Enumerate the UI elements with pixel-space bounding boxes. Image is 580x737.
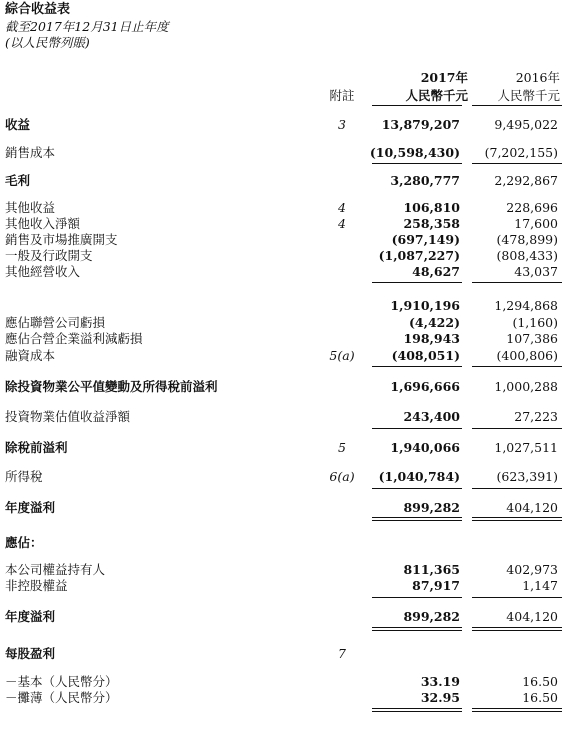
row-operating-subtotal — [0, 297, 580, 314]
row-eps-basic — [0, 673, 580, 690]
row-label: 銷售成本 — [5, 145, 56, 160]
subtotal-rule-2016 — [472, 282, 562, 283]
row-label: 毛利 — [5, 173, 31, 188]
double-rule-2017 — [372, 630, 462, 631]
statement-period: 截至2017年12月31日止年度 — [5, 19, 169, 34]
double-rule-2017 — [372, 517, 462, 518]
row-label: 年度溢利 — [5, 500, 56, 515]
row-value-2017: 1,910,196 — [390, 298, 460, 313]
row-value-2017: (4,422) — [409, 315, 460, 330]
row-value-2017: 198,943 — [403, 331, 460, 346]
row-value-2016: 404,120 — [506, 609, 558, 624]
row-label: 其他經營收入 — [5, 264, 81, 279]
row-profit-for-year-total — [0, 608, 580, 625]
column-header-2017-unit: 人民幣千元 — [405, 88, 468, 103]
subtotal-rule-2017 — [372, 282, 462, 283]
row-value-2017: 899,282 — [403, 609, 460, 624]
column-header-2016-unit: 人民幣千元 — [497, 88, 560, 103]
subtotal-rule-2017 — [372, 597, 462, 598]
row-value-2017: 87,917 — [412, 578, 460, 593]
statement-title: 綜合收益表 — [5, 2, 71, 17]
row-income-tax — [0, 468, 580, 485]
row-note: 3 — [338, 117, 346, 132]
row-value-2017: 33.19 — [420, 674, 460, 689]
row-value-2017: (1,087,227) — [378, 248, 460, 263]
subtotal-rule-2017 — [372, 428, 462, 429]
row-value-2016: 107,386 — [506, 331, 558, 346]
row-value-2017: 106,810 — [403, 200, 460, 215]
row-non-controlling-interests — [0, 577, 580, 594]
row-note: 5(a) — [329, 348, 355, 363]
row-label: －基本（人民幣分） — [5, 674, 118, 689]
row-label: 收益 — [5, 117, 31, 132]
header-rule-2016 — [472, 105, 562, 106]
row-label: 一般及行政開支 — [5, 248, 93, 263]
header-rule-2017 — [372, 105, 462, 106]
subtotal-rule-2016 — [472, 597, 562, 598]
row-attributable-to — [0, 534, 580, 551]
double-rule-2017 — [372, 711, 462, 712]
row-profit-before-tax — [0, 439, 580, 456]
row-value-2016: 16.50 — [522, 690, 558, 705]
row-profit-before-fv-and-tax — [0, 378, 580, 395]
subtotal-rule-2016 — [472, 366, 562, 367]
row-share-of-joint-ventures — [0, 330, 580, 347]
row-value-2016: 228,696 — [506, 200, 558, 215]
row-other-net-income — [0, 215, 580, 232]
row-label: 應佔合營企業溢利減虧損 — [5, 331, 143, 346]
row-label: 除投資物業公平值變動及所得稅前溢利 — [5, 379, 218, 394]
double-rule-2017 — [372, 627, 462, 628]
row-note: 6(a) — [329, 469, 355, 484]
row-note: 5 — [338, 440, 346, 455]
subtotal-rule-2017 — [372, 488, 462, 489]
double-rule-2016 — [472, 517, 562, 518]
row-label: 應佔： — [5, 535, 43, 550]
double-rule-2016 — [472, 630, 562, 631]
row-other-revenue — [0, 199, 580, 216]
row-label: 每股盈利 — [5, 646, 56, 661]
row-value-2017: 258,358 — [403, 216, 460, 231]
row-value-2016: 27,223 — [514, 409, 558, 424]
row-label: 融資成本 — [5, 348, 56, 363]
row-label: 投資物業估值收益淨額 — [5, 409, 131, 424]
row-label: －攤薄（人民幣分） — [5, 690, 118, 705]
row-value-2017: 13,879,207 — [381, 117, 460, 132]
row-admin-expenses — [0, 247, 580, 264]
row-label: 其他收入淨額 — [5, 216, 81, 231]
row-cost-of-sales — [0, 144, 580, 161]
row-profit-for-year — [0, 499, 580, 516]
column-header-2017-year: 2017年 — [420, 70, 468, 85]
row-label: 非控股權益 — [5, 578, 68, 593]
row-value-2016: 16.50 — [522, 674, 558, 689]
double-rule-2017 — [372, 708, 462, 709]
double-rule-2016 — [472, 708, 562, 709]
row-other-operating-income — [0, 263, 580, 280]
row-value-2016: 9,495,022 — [494, 117, 558, 132]
row-value-2017: (10,598,430) — [369, 145, 460, 160]
row-value-2017: 32.95 — [420, 690, 460, 705]
row-value-2016: 1,000,288 — [494, 379, 558, 394]
row-value-2016: 1,294,868 — [494, 298, 558, 313]
row-value-2017: (1,040,784) — [378, 469, 460, 484]
column-header-2016-year: 2016年 — [515, 70, 560, 85]
row-value-2016: 1,147 — [522, 578, 558, 593]
row-value-2017: (408,051) — [391, 348, 460, 363]
row-value-2017: 243,400 — [403, 409, 460, 424]
row-value-2016: 2,292,867 — [494, 173, 558, 188]
row-label: 銷售及市場推廣開支 — [5, 232, 118, 247]
row-gross-profit — [0, 172, 580, 189]
subtotal-rule-2016 — [472, 428, 562, 429]
row-label: 應佔聯營公司虧損 — [5, 315, 106, 330]
double-rule-2016 — [472, 520, 562, 521]
double-rule-2016 — [472, 627, 562, 628]
row-label: 其他收益 — [5, 200, 56, 215]
row-value-2017: 1,940,066 — [390, 440, 460, 455]
row-label: 年度溢利 — [5, 609, 56, 624]
row-value-2017: (697,149) — [391, 232, 460, 247]
row-label: 所得稅 — [5, 469, 43, 484]
row-label: 本公司權益持有人 — [5, 562, 106, 577]
subtotal-rule-2016 — [472, 163, 562, 164]
row-share-of-associates-loss — [0, 314, 580, 331]
row-value-2016: (7,202,155) — [484, 145, 558, 160]
row-value-2016: 402,973 — [506, 562, 558, 577]
subtotal-rule-2017 — [372, 366, 462, 367]
row-earnings-per-share — [0, 645, 580, 662]
row-value-2017: 48,627 — [412, 264, 460, 279]
row-value-2017: 899,282 — [403, 500, 460, 515]
row-value-2016: (623,391) — [496, 469, 558, 484]
row-note: 7 — [338, 646, 346, 661]
row-label: 除稅前溢利 — [5, 440, 68, 455]
row-value-2016: 17,600 — [514, 216, 558, 231]
row-value-2017: 811,365 — [403, 562, 460, 577]
row-value-2017: 3,280,777 — [390, 173, 460, 188]
double-rule-2017 — [372, 520, 462, 521]
row-note: 4 — [338, 200, 346, 215]
subtotal-rule-2016 — [472, 488, 562, 489]
double-rule-2016 — [472, 711, 562, 712]
row-equity-shareholders — [0, 561, 580, 578]
row-revenue — [0, 116, 580, 133]
row-valuation-gains — [0, 408, 580, 425]
row-value-2016: (1,160) — [512, 315, 558, 330]
row-note: 4 — [338, 216, 346, 231]
column-header-note: 附註 — [329, 88, 355, 103]
row-value-2016: (808,433) — [496, 248, 558, 263]
row-selling-expenses — [0, 231, 580, 248]
row-value-2016: (400,806) — [496, 348, 558, 363]
row-eps-diluted — [0, 689, 580, 706]
row-value-2016: 43,037 — [514, 264, 558, 279]
statement-currency: (以人民幣列賬) — [5, 35, 90, 50]
row-value-2016: 1,027,511 — [494, 440, 558, 455]
row-value-2017: 1,696,666 — [390, 379, 460, 394]
row-finance-costs — [0, 347, 580, 364]
row-value-2016: (478,899) — [496, 232, 558, 247]
row-value-2016: 404,120 — [506, 500, 558, 515]
subtotal-rule-2017 — [372, 163, 462, 164]
